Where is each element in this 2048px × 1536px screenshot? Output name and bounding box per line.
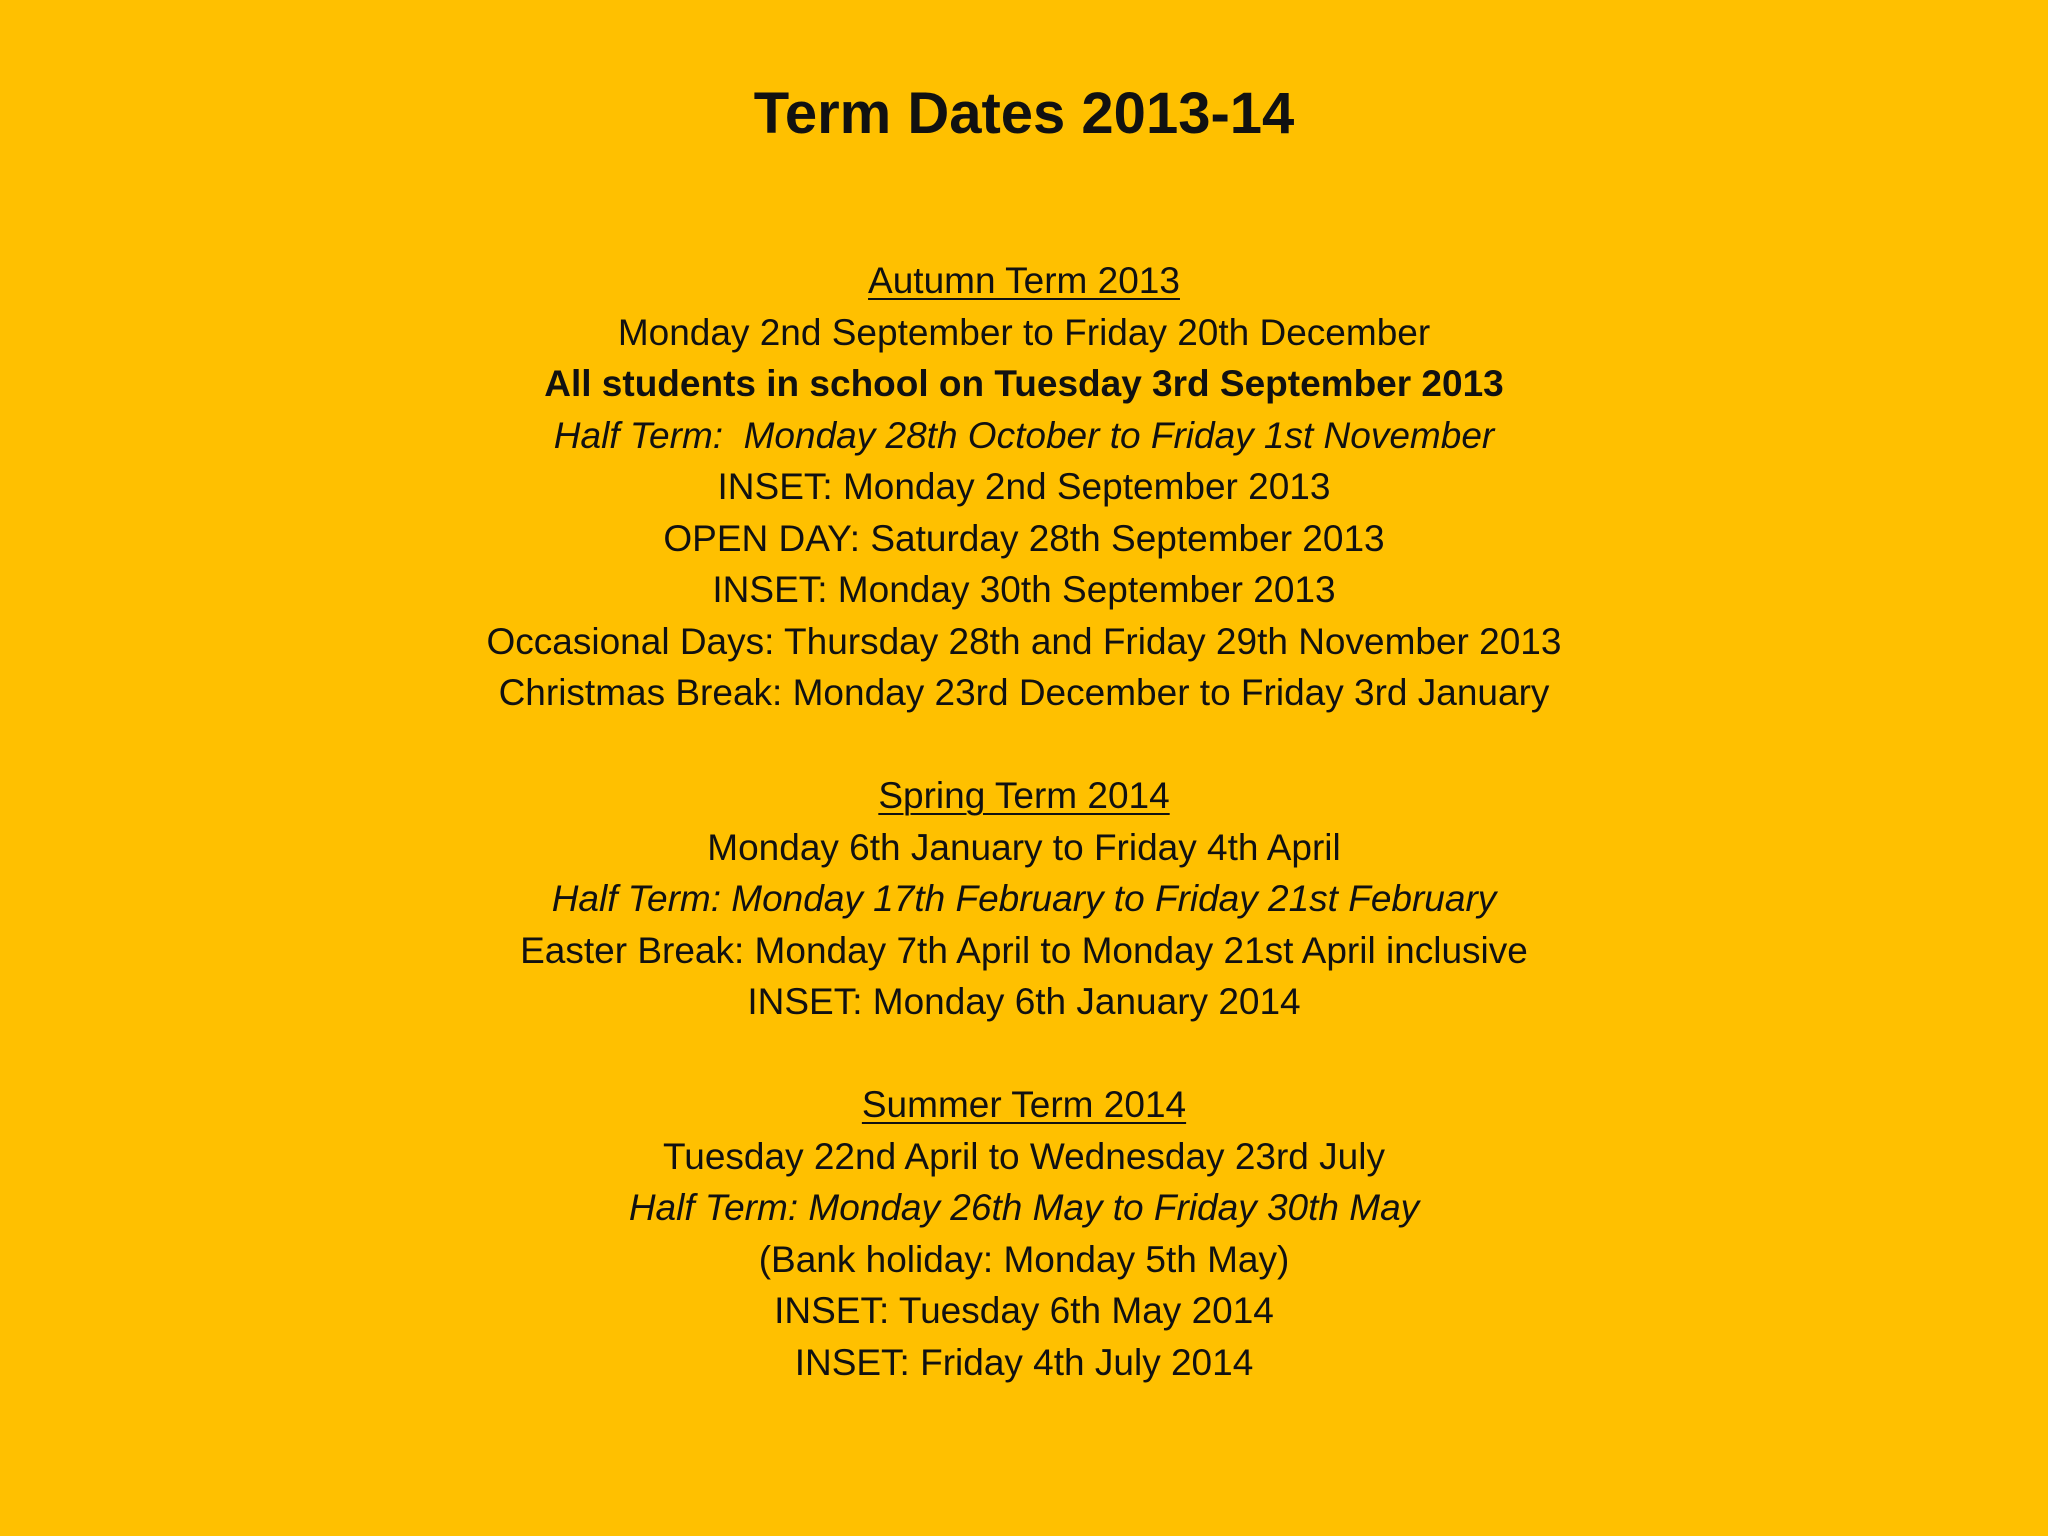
page-title: Term Dates 2013-14 bbox=[753, 81, 1295, 146]
summer-term-section bbox=[0, 1079, 2048, 1388]
spring-term-dates: Monday 6th January to Friday 4th April bbox=[707, 826, 1341, 868]
spring-half-term: Half Term: Monday 17th February to Friday 21st February bbox=[551, 878, 1497, 919]
summer-half-term: Half Term: Monday 26th May to Friday 30th May bbox=[628, 1187, 1420, 1228]
spring-easter-break: Easter Break: Monday 7th April to Monday 21st April inclusive bbox=[520, 929, 1528, 971]
summer-term-heading: Summer Term 2014 bbox=[861, 1084, 1187, 1125]
autumn-term-section bbox=[0, 255, 2048, 719]
autumn-inset-2: INSET: Monday 30th September 2013 bbox=[712, 569, 1336, 610]
autumn-students-start: All students in school on Tuesday 3rd September 2013 bbox=[544, 363, 1504, 404]
summer-term-dates: Tuesday 22nd April to Wednesday 23rd July bbox=[663, 1135, 1385, 1177]
section-spacer bbox=[0, 719, 2048, 771]
spring-term-heading: Spring Term 2014 bbox=[878, 775, 1170, 816]
summer-bank-holiday: (Bank holiday: Monday 5th May) bbox=[758, 1238, 1290, 1280]
autumn-half-term: Half Term: Monday 28th October to Friday 1st November bbox=[553, 414, 1495, 456]
spring-term-section bbox=[0, 770, 2048, 1028]
section-spacer bbox=[0, 1028, 2048, 1080]
autumn-occasional-days: Occasional Days: Thursday 28th and Friday 29th November 2013 bbox=[486, 620, 1562, 662]
spring-inset: INSET: Monday 6th January 2014 bbox=[747, 981, 1301, 1022]
summer-inset-1: INSET: Tuesday 6th May 2014 bbox=[774, 1290, 1274, 1331]
autumn-term-dates: Monday 2nd September to Friday 20th December bbox=[617, 311, 1431, 353]
summer-inset-2: INSET: Friday 4th July 2014 bbox=[794, 1341, 1254, 1383]
term-dates-content bbox=[0, 255, 2048, 1388]
autumn-inset-1: INSET: Monday 2nd September 2013 bbox=[717, 466, 1331, 507]
autumn-term-heading: Autumn Term 2013 bbox=[868, 260, 1180, 301]
autumn-christmas-break: Christmas Break: Monday 23rd December to Friday 3rd January bbox=[498, 672, 1550, 713]
autumn-open-day: OPEN DAY: Saturday 28th September 2013 bbox=[663, 517, 1385, 559]
